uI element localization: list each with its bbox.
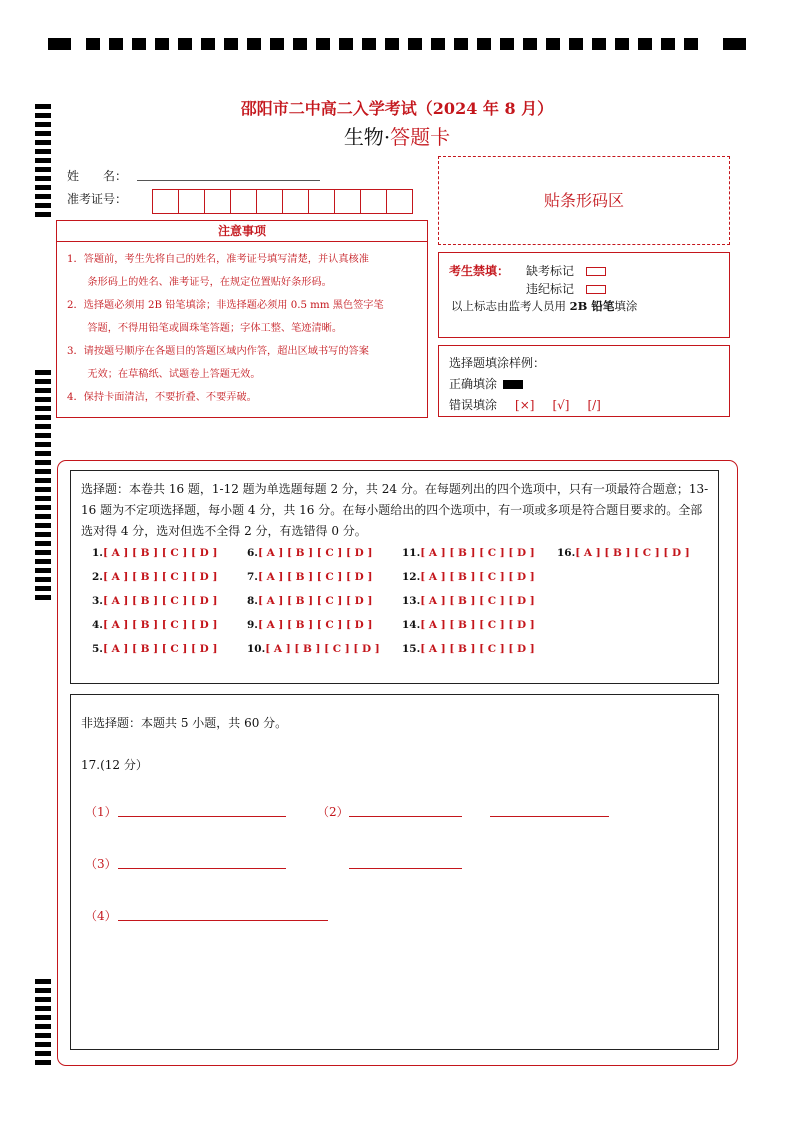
choice-question-10[interactable] — [247, 643, 380, 655]
filled-block-icon — [503, 380, 523, 389]
exam-number-box[interactable] — [230, 189, 257, 214]
notice-line: 2．选择题必须用 2B 铅笔填涂；非选择题必须用 0.5 mm 黑色签字笔 — [67, 300, 384, 311]
exam-number-box[interactable] — [204, 189, 231, 214]
timing-mark — [48, 38, 71, 50]
timing-mark — [35, 487, 51, 492]
fill-example-title: 选择题填涂样例： — [449, 356, 546, 370]
timing-mark — [592, 38, 606, 50]
timing-mark — [661, 38, 675, 50]
question-number: 2. — [92, 571, 103, 583]
timing-mark — [35, 212, 51, 217]
timing-mark — [684, 38, 698, 50]
barcode-area: 贴条形码区 — [438, 156, 730, 245]
timing-mark — [35, 1015, 51, 1020]
choice-section — [70, 470, 719, 684]
forbidden-label: 考生禁填： — [449, 264, 510, 278]
timing-mark — [35, 451, 51, 456]
essay-section — [70, 694, 719, 1050]
choice-question-3[interactable] — [92, 595, 217, 607]
wrong-fill-row — [449, 396, 601, 413]
choice-question-6[interactable] — [247, 547, 372, 559]
wrong-mark-check: [√] — [552, 398, 570, 412]
timing-mark — [35, 1024, 51, 1029]
notice-line: 无效；在草稿纸、试题卷上答题无效。 — [67, 369, 261, 380]
answer-options[interactable]: [ A ] [ B ] [ C ] [ D ] — [102, 619, 218, 631]
answer-options[interactable]: [ A ] [ B ] [ C ] [ D ] — [420, 619, 535, 631]
notice-line: 3．请按题号顺序在各题目的答题区域内作答，超出区域书写的答案 — [67, 346, 369, 357]
question-number: 8. — [247, 595, 258, 607]
question-number: 4. — [92, 619, 103, 631]
timing-mark — [270, 38, 284, 50]
violation-mark-label: 违纪标记 — [526, 282, 575, 296]
timing-mark — [35, 194, 51, 199]
exam-number-box[interactable] — [152, 189, 179, 214]
timing-mark — [178, 38, 192, 50]
timing-mark — [35, 577, 51, 582]
timing-mark — [431, 38, 445, 50]
notice-line: 4．保持卡面清洁，不要折叠、不要弄破。 — [67, 392, 257, 403]
exam-number-box[interactable] — [178, 189, 205, 214]
sub-question-3: （3） — [85, 857, 117, 871]
exam-number-box[interactable] — [282, 189, 309, 214]
timing-mark — [408, 38, 422, 50]
timing-mark — [35, 1033, 51, 1038]
answer-options[interactable]: [ A ] [ B ] [ C ] [ D ] — [265, 643, 380, 655]
timing-mark — [454, 38, 468, 50]
choice-question-7[interactable] — [247, 571, 372, 583]
absent-mark-box — [586, 267, 606, 276]
timing-marks-top — [48, 38, 746, 52]
correct-fill-row — [449, 375, 523, 392]
exam-number-box[interactable] — [256, 189, 283, 214]
answer-options[interactable]: [ A ] [ B ] [ C ] [ D ] — [575, 547, 690, 559]
timing-mark — [35, 505, 51, 510]
answer-line[interactable] — [490, 816, 609, 817]
notice-line: 1．答题前，考生先将自己的姓名，准考证号填写清楚，并认真核准 — [67, 254, 369, 265]
timing-mark — [569, 38, 583, 50]
timing-mark — [35, 203, 51, 208]
timing-mark — [155, 38, 169, 50]
timing-mark — [35, 176, 51, 181]
sub-question-1: （1） — [85, 805, 117, 819]
timing-mark — [35, 379, 51, 384]
timing-mark — [35, 167, 51, 172]
choice-question-12[interactable] — [402, 571, 535, 583]
timing-mark — [293, 38, 307, 50]
name-input-line[interactable] — [137, 180, 320, 181]
violation-mark-row — [526, 280, 606, 297]
answer-options[interactable]: [ A ] [ B ] [ C ] [ D ] — [102, 643, 218, 655]
answer-options[interactable]: [ A ] [ B ] [ C ] [ D ] — [257, 619, 373, 631]
timing-mark — [477, 38, 491, 50]
violation-mark-box — [586, 285, 606, 294]
choice-question-2[interactable] — [92, 571, 217, 583]
forbidden-note — [451, 298, 637, 314]
timing-mark — [35, 433, 51, 438]
absent-mark-label: 缺考标记 — [526, 264, 575, 278]
exam-number-label: 准考证号： — [67, 192, 128, 206]
timing-mark — [35, 424, 51, 429]
question-number: 16. — [557, 547, 576, 559]
question-number: 3. — [92, 595, 103, 607]
timing-mark — [35, 988, 51, 993]
forbidden-note-text: 以上标志由监考人员用 — [451, 299, 570, 313]
answer-options[interactable]: [ A ] [ B ] [ C ] [ D ] — [420, 643, 535, 655]
answer-line[interactable] — [349, 816, 462, 817]
timing-mark — [109, 38, 123, 50]
choice-question-8[interactable] — [247, 595, 372, 607]
timing-mark — [35, 469, 51, 474]
timing-mark — [35, 586, 51, 591]
answer-options[interactable]: [ A ] [ B ] [ C ] [ D ] — [102, 595, 218, 607]
timing-mark — [86, 38, 100, 50]
notice-line: 条形码上的姓名、准考证号，在规定位置贴好条形码。 — [67, 277, 332, 288]
timing-mark — [500, 38, 514, 50]
timing-mark — [35, 1060, 51, 1065]
choice-question-1[interactable] — [92, 547, 217, 559]
choice-instructions: 选择题：本卷共 16 题，1-12 题为单选题每题 2 分，共 24 分。在每题列出的四个选项中，只有一项最符合题意；13-16 题为不定项选择题，每小题 4 分，共 16 分。在每小题给出的四个选项中，有一项或多项是符合题目要求的。全部选对得 4 分，选对但选不全得 2 分，有选错得 0 分。 — [81, 482, 709, 538]
timing-mark — [523, 38, 537, 50]
answer-options[interactable]: [ A ] [ B ] [ C ] [ D ] — [420, 547, 535, 559]
notice-line: 答题，不得用铅笔或圆珠笔答题；字体工整、笔迹清晰。 — [67, 323, 343, 334]
timing-mark — [35, 370, 51, 375]
exam-number-box[interactable] — [386, 189, 413, 214]
answer-line[interactable] — [349, 868, 462, 869]
timing-mark — [615, 38, 629, 50]
timing-mark — [35, 550, 51, 555]
wrong-mark-slash: [/] — [587, 398, 601, 412]
exam-number-boxes[interactable] — [152, 189, 412, 214]
choice-question-5[interactable] — [92, 643, 217, 655]
timing-mark — [723, 38, 746, 50]
timing-mark — [316, 38, 330, 50]
exam-number-box[interactable] — [360, 189, 387, 214]
wrong-mark-cross: [×] — [515, 398, 535, 412]
answer-options[interactable]: [ A ] [ B ] [ C ] [ D ] — [257, 547, 373, 559]
title-separator: · — [383, 125, 391, 149]
answer-options[interactable]: [ A ] [ B ] [ C ] [ D ] — [257, 595, 373, 607]
card-subtitle — [0, 121, 794, 150]
timing-mark — [35, 185, 51, 190]
timing-mark — [35, 1006, 51, 1011]
absent-mark-row — [526, 262, 606, 279]
exam-title: 邵阳市二中高二入学考试（2024 年 8 月） — [240, 99, 554, 118]
timing-mark — [35, 478, 51, 483]
wrong-fill-label: 错误填涂 — [449, 398, 498, 412]
forbidden-note-bold: 2B 铅笔 — [569, 299, 615, 313]
sub-question-2: （2） — [317, 805, 349, 819]
answer-options[interactable]: [ A ] [ B ] [ C ] [ D ] — [102, 571, 218, 583]
timing-mark — [224, 38, 238, 50]
name-label: 姓 名： — [67, 169, 128, 183]
fill-example-panel — [438, 345, 730, 417]
notice-list — [57, 242, 427, 409]
timing-mark — [35, 559, 51, 564]
question-number: 6. — [247, 547, 258, 559]
subject-name: 生物 — [343, 125, 384, 149]
question-number: 12. — [402, 571, 421, 583]
timing-mark — [638, 38, 652, 50]
answer-options[interactable]: [ A ] [ B ] [ C ] [ D ] — [257, 571, 373, 583]
timing-mark — [362, 38, 376, 50]
choice-question-14[interactable] — [402, 619, 535, 631]
notice-panel — [56, 220, 428, 418]
answer-options[interactable]: [ A ] [ B ] [ C ] [ D ] — [420, 571, 535, 583]
choice-question-11[interactable] — [402, 547, 535, 559]
timing-mark — [339, 38, 353, 50]
timing-mark — [35, 388, 51, 393]
timing-mark — [35, 595, 51, 600]
timing-mark — [35, 158, 51, 163]
timing-mark — [35, 496, 51, 501]
question-number: 1. — [92, 547, 103, 559]
answer-line[interactable] — [118, 816, 286, 817]
timing-mark — [35, 397, 51, 402]
timing-mark — [35, 997, 51, 1002]
question-number: 5. — [92, 643, 103, 655]
timing-mark — [35, 979, 51, 984]
question-number: 13. — [402, 595, 421, 607]
question-number: 14. — [402, 619, 421, 631]
question-number: 11. — [402, 547, 421, 559]
timing-mark — [35, 442, 51, 447]
answer-line[interactable] — [118, 920, 328, 921]
question-number: 7. — [247, 571, 258, 583]
card-name: 答题卡 — [390, 125, 451, 149]
forbidden-panel — [438, 252, 730, 338]
timing-mark — [35, 1042, 51, 1047]
forbidden-note-tail: 填涂 — [614, 299, 638, 313]
exam-number-box[interactable] — [308, 189, 335, 214]
exam-number-box[interactable] — [334, 189, 361, 214]
timing-mark — [35, 514, 51, 519]
answer-options[interactable]: [ A ] [ B ] [ C ] [ D ] — [102, 547, 218, 559]
choice-question-4[interactable] — [92, 619, 217, 631]
timing-marks-left-lower — [35, 979, 51, 1069]
timing-mark — [35, 568, 51, 573]
timing-mark — [385, 38, 399, 50]
timing-mark — [132, 38, 146, 50]
timing-marks-left-middle — [35, 370, 51, 602]
timing-mark — [35, 460, 51, 465]
answer-line[interactable] — [118, 868, 286, 869]
timing-mark — [546, 38, 560, 50]
correct-fill-label: 正确填涂 — [449, 377, 498, 391]
question-number: 10. — [247, 643, 266, 655]
timing-mark — [35, 523, 51, 528]
choice-question-16[interactable] — [557, 547, 690, 559]
notice-title: 注意事项 — [57, 221, 427, 242]
question-number: 15. — [402, 643, 421, 655]
timing-mark — [247, 38, 261, 50]
answer-options[interactable]: [ A ] [ B ] [ C ] [ D ] — [420, 595, 535, 607]
choice-question-13[interactable] — [402, 595, 535, 607]
timing-mark — [35, 1051, 51, 1056]
sub-question-4: （4） — [85, 909, 117, 923]
timing-mark — [35, 541, 51, 546]
timing-mark — [35, 406, 51, 411]
timing-mark — [201, 38, 215, 50]
choice-question-15[interactable] — [402, 643, 535, 655]
choice-question-9[interactable] — [247, 619, 372, 631]
essay-instructions: 非选择题：本题共 5 小题，共 60 分。 — [81, 716, 288, 730]
timing-mark — [35, 532, 51, 537]
question-17-heading: 17.(12 分） — [81, 758, 148, 772]
question-number: 9. — [247, 619, 258, 631]
timing-mark — [35, 415, 51, 420]
